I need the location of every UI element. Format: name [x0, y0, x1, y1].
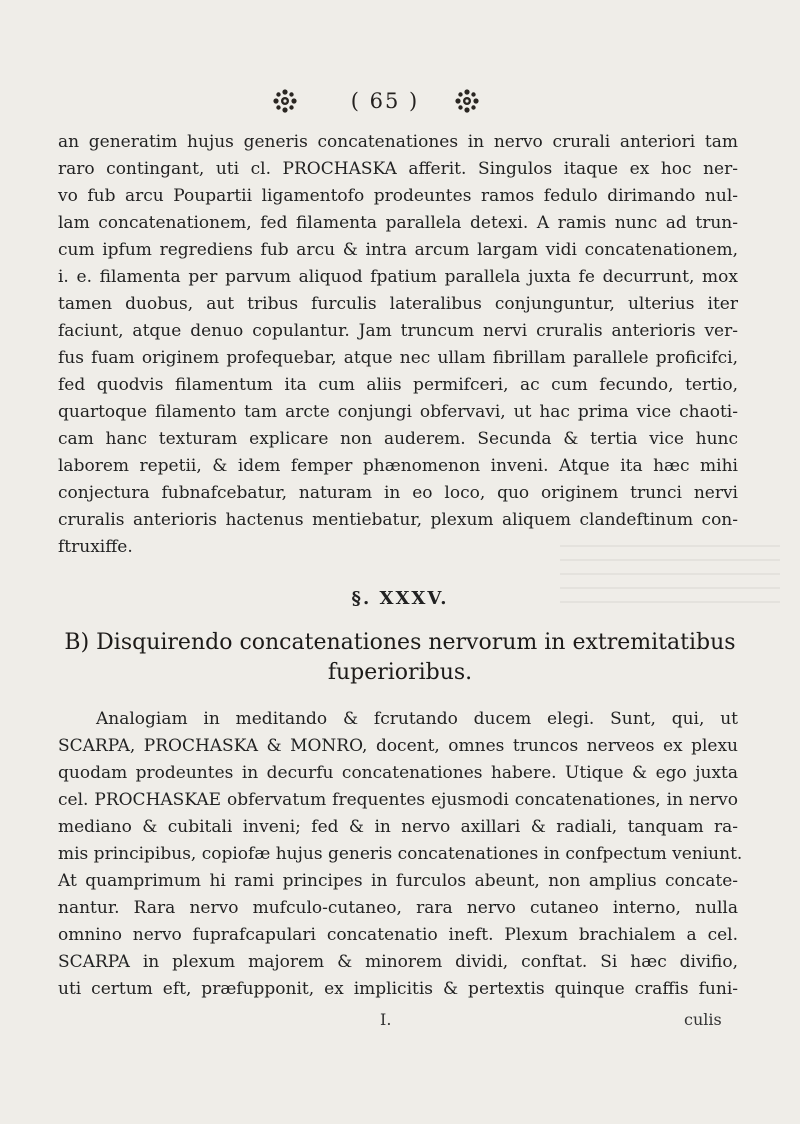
- text-line: mediano & cubitali inveni; fed & in nervo axillari & radiali, tanquam ra-: [58, 817, 738, 837]
- text-line: laborem repetii, & idem femper phænomenon inveni. Atque ita hæc mihi: [58, 456, 738, 476]
- text-line: cam hanc texturam explicare non auderem. Secunda & tertia vice hunc: [58, 429, 738, 449]
- text-line: cel. PROCHASKAE obfervatum frequentes ejusmodi concatenationes, in nervo: [58, 790, 738, 810]
- text-line: Analogiam in meditando & fcrutando ducem elegi. Sunt, qui, ut: [96, 709, 738, 729]
- text-line: raro contingant, uti cl. PROCHASKA afferit. Singulos itaque ex hoc ner-: [58, 159, 738, 179]
- section-heading-continuation: fuperioribus.: [327, 660, 473, 685]
- section-number: §. XXXV.: [351, 588, 449, 609]
- page-number: ( 65 ): [350, 89, 420, 113]
- text-line: an generatim hujus generis concatenationes in nervo crurali anteriori tam: [58, 132, 738, 152]
- text-line: SCARPA, PROCHASKA & MONRO, docent, omnes truncos nerveos ex plexu: [58, 736, 738, 756]
- text-line: fus fuam originem profequebar, atque nec ullam fibrillam parallele proficifci,: [58, 348, 738, 368]
- rosette-ornament-icon: [454, 88, 480, 114]
- rosette-ornament-icon: [272, 88, 298, 114]
- text-line: omnino nervo fuprafcapulari concatenatio ineft. Plexum brachialem a cel.: [58, 925, 738, 945]
- text-line: lam concatenationem, fed filamenta parallela detexi. A ramis nunc ad trun-: [58, 213, 738, 233]
- page-header: [0, 88, 800, 120]
- section-heading: B) Disquirendo concatenationes nervorum in extremitatibus: [64, 630, 736, 655]
- text-line: cruralis anterioris hactenus mentiebatur, plexum aliquem clandeftinum con-: [58, 510, 738, 530]
- text-line: SCARPA in plexum majorem & minorem dividi, conftat. Si hæc divifio,: [58, 952, 738, 972]
- text-line: faciunt, atque denuo copulantur. Jam truncum nervi cruralis anterioris ver-: [58, 321, 738, 341]
- text-line: fed quodvis filamentum ita cum aliis permifceri, ac cum fecundo, tertio,: [58, 375, 738, 395]
- text-line: vo fub arcu Poupartii ligamentofo prodeuntes ramos fedulo dirimando nul-: [58, 186, 738, 206]
- text-line: mis principibus, copiofæ hujus generis concatenationes in confpectum veniunt.: [58, 844, 743, 864]
- text-line: i. e. filamenta per parvum aliquod fpatium parallela juxta fe decurrunt, mox: [58, 267, 738, 287]
- text-line: ftruxiffe.: [58, 537, 133, 557]
- catchword: culis: [684, 1010, 722, 1029]
- text-line: At quamprimum hi rami principes in furculos abeunt, non amplius concate-: [58, 871, 738, 891]
- text-line: conjectura fubnafcebatur, naturam in eo loco, quo originem trunci nervi: [58, 483, 738, 503]
- text-line: uti certum eft, præfupponit, ex implicitis & pertextis quinque craffis funi-: [58, 979, 738, 999]
- text-line: quartoque filamento tam arcte conjungi obfervavi, ut hac prima vice chaoti-: [58, 402, 738, 422]
- text-line: tamen duobus, aut tribus furculis lateralibus conjunguntur, ulterius iter: [58, 294, 738, 314]
- text-line: nantur. Rara nervo mufculo-cutaneo, rara nervo cutaneo interno, nulla: [58, 898, 738, 918]
- text-line: cum ipfum regrediens fub arcu & intra arcum largam vidi concatenationem,: [58, 240, 738, 260]
- signature-mark: I.: [380, 1010, 392, 1029]
- text-line: quodam prodeuntes in decurfu concatenationes habere. Utique & ego juxta: [58, 763, 738, 783]
